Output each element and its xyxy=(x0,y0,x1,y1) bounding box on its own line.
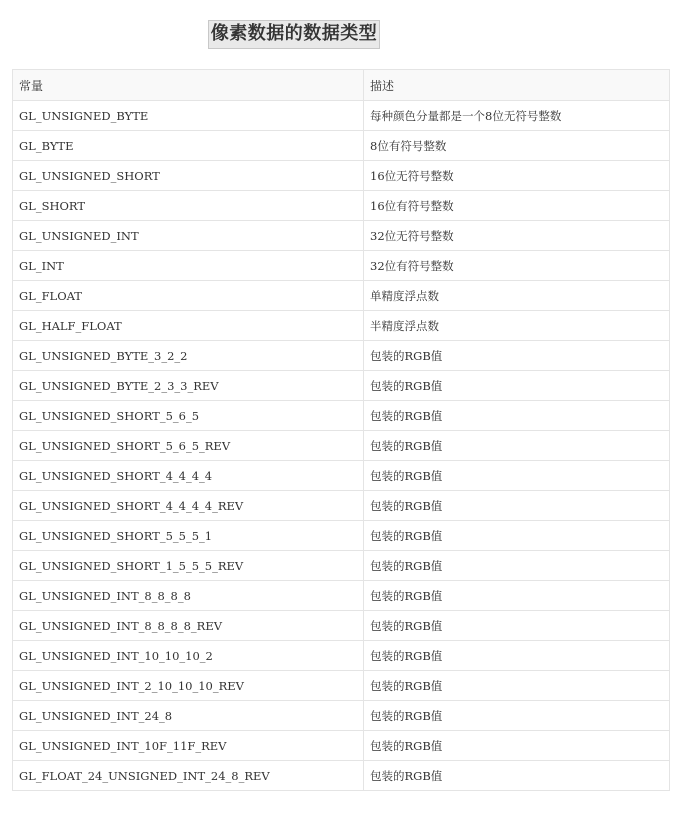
description-cell: 包装的RGB值 xyxy=(364,341,670,371)
constant-cell: GL_UNSIGNED_INT_10_10_10_2 xyxy=(13,641,364,671)
table-body xyxy=(13,101,670,791)
description-cell: 包装的RGB值 xyxy=(364,701,670,731)
table-row xyxy=(13,581,670,611)
constant-cell: GL_UNSIGNED_INT_24_8 xyxy=(13,701,364,731)
constant-cell: GL_UNSIGNED_SHORT_4_4_4_4_REV xyxy=(13,491,364,521)
constant-cell: GL_UNSIGNED_INT_8_8_8_8_REV xyxy=(13,611,364,641)
table-header-row xyxy=(13,70,670,101)
description-cell: 包装的RGB值 xyxy=(364,401,670,431)
description-cell: 半精度浮点数 xyxy=(364,311,670,341)
description-cell: 32位无符号整数 xyxy=(364,221,670,251)
description-cell: 16位有符号整数 xyxy=(364,191,670,221)
description-cell: 包装的RGB值 xyxy=(364,461,670,491)
constant-cell: GL_HALF_FLOAT xyxy=(13,311,364,341)
constant-cell: GL_UNSIGNED_BYTE xyxy=(13,101,364,131)
pixel-data-types-table xyxy=(12,69,670,791)
constant-cell: GL_UNSIGNED_SHORT_4_4_4_4 xyxy=(13,461,364,491)
constant-cell: GL_UNSIGNED_SHORT_5_6_5_REV xyxy=(13,431,364,461)
table-row xyxy=(13,761,670,791)
title-wrapper xyxy=(0,20,588,49)
table-row xyxy=(13,401,670,431)
constant-cell: GL_INT xyxy=(13,251,364,281)
description-cell: 16位无符号整数 xyxy=(364,161,670,191)
constant-cell: GL_UNSIGNED_INT xyxy=(13,221,364,251)
description-cell: 包装的RGB值 xyxy=(364,551,670,581)
description-cell: 包装的RGB值 xyxy=(364,761,670,791)
constant-cell: GL_UNSIGNED_SHORT xyxy=(13,161,364,191)
description-cell: 每种颜色分量都是一个8位无符号整数 xyxy=(364,101,670,131)
table-row xyxy=(13,131,670,161)
description-cell: 包装的RGB值 xyxy=(364,611,670,641)
page-title: 像素数据的数据类型 xyxy=(208,20,381,49)
table-row xyxy=(13,731,670,761)
header-description: 描述 xyxy=(364,70,670,101)
constant-cell: GL_SHORT xyxy=(13,191,364,221)
description-cell: 包装的RGB值 xyxy=(364,731,670,761)
table-row xyxy=(13,371,670,401)
description-cell: 包装的RGB值 xyxy=(364,581,670,611)
description-cell: 8位有符号整数 xyxy=(364,131,670,161)
table-row xyxy=(13,191,670,221)
description-cell: 包装的RGB值 xyxy=(364,641,670,671)
table-row xyxy=(13,461,670,491)
constant-cell: GL_UNSIGNED_BYTE_2_3_3_REV xyxy=(13,371,364,401)
constant-cell: GL_UNSIGNED_SHORT_5_6_5 xyxy=(13,401,364,431)
constant-cell: GL_UNSIGNED_INT_2_10_10_10_REV xyxy=(13,671,364,701)
table-row xyxy=(13,671,670,701)
table-row xyxy=(13,281,670,311)
table-row xyxy=(13,611,670,641)
description-cell: 32位有符号整数 xyxy=(364,251,670,281)
constant-cell: GL_BYTE xyxy=(13,131,364,161)
table-row xyxy=(13,251,670,281)
table-row xyxy=(13,311,670,341)
constant-cell: GL_UNSIGNED_BYTE_3_2_2 xyxy=(13,341,364,371)
constant-cell: GL_UNSIGNED_SHORT_5_5_5_1 xyxy=(13,521,364,551)
header-constant: 常量 xyxy=(13,70,364,101)
table-row xyxy=(13,521,670,551)
description-cell: 包装的RGB值 xyxy=(364,371,670,401)
description-cell: 单精度浮点数 xyxy=(364,281,670,311)
description-cell: 包装的RGB值 xyxy=(364,521,670,551)
constant-cell: GL_UNSIGNED_INT_10F_11F_REV xyxy=(13,731,364,761)
table-row xyxy=(13,341,670,371)
table-row xyxy=(13,641,670,671)
table-row xyxy=(13,221,670,251)
description-cell: 包装的RGB值 xyxy=(364,491,670,521)
constant-cell: GL_UNSIGNED_INT_8_8_8_8 xyxy=(13,581,364,611)
constant-cell: GL_UNSIGNED_SHORT_1_5_5_5_REV xyxy=(13,551,364,581)
table-row xyxy=(13,431,670,461)
table-row xyxy=(13,161,670,191)
description-cell: 包装的RGB值 xyxy=(364,431,670,461)
table-row xyxy=(13,701,670,731)
table-row xyxy=(13,551,670,581)
constant-cell: GL_FLOAT_24_UNSIGNED_INT_24_8_REV xyxy=(13,761,364,791)
table-row xyxy=(13,491,670,521)
table-row xyxy=(13,101,670,131)
constant-cell: GL_FLOAT xyxy=(13,281,364,311)
description-cell: 包装的RGB值 xyxy=(364,671,670,701)
